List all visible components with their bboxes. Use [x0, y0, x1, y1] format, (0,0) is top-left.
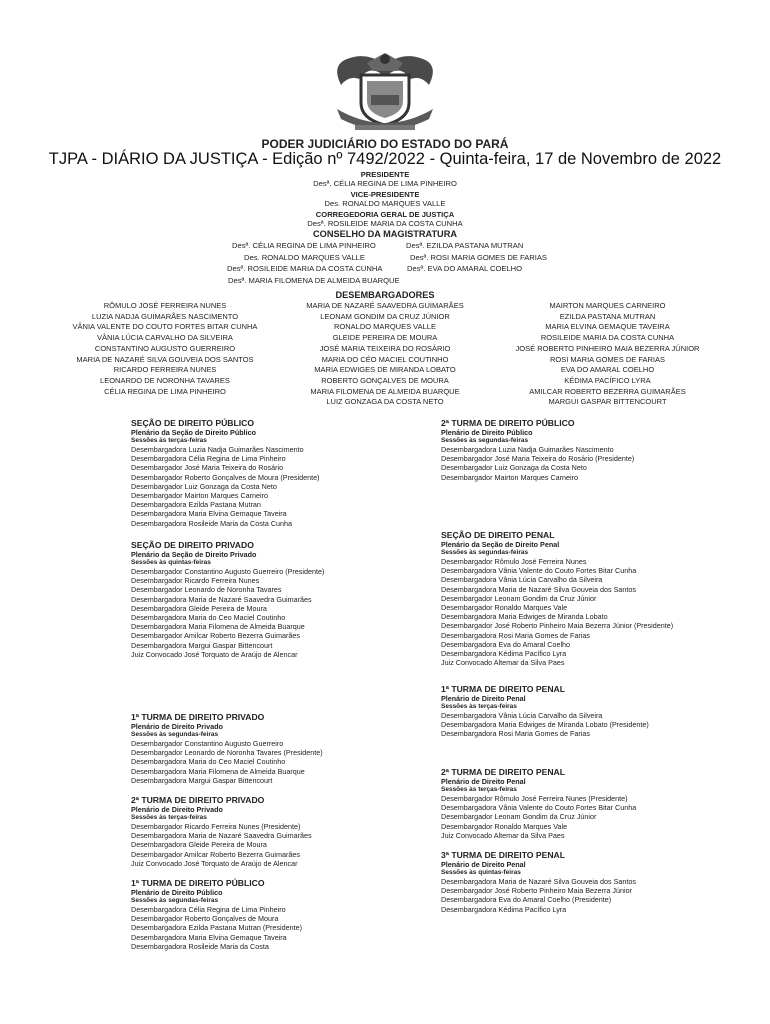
- desembargador-name: MARGUI GASPAR BITTENCOURT: [548, 397, 667, 407]
- member-name: Desembargadora Maria de Nazaré Silva Gouveia dos Santos: [441, 584, 636, 594]
- member-name: Desembargador Leonam Gondim da Cruz Júnior: [441, 593, 597, 603]
- member-name: Desembargador Ricardo Ferreira Nunes: [131, 576, 260, 586]
- desembargadores-title: DESEMBARGADORES: [335, 290, 435, 300]
- member-name: Desembargador Rômulo José Ferreira Nunes: [441, 557, 587, 566]
- member-name: Desembargador Ronaldo Marques Vale: [441, 603, 568, 613]
- member-name: Juiz Convocado Altemar da Silva Paes: [441, 830, 565, 840]
- plenary-label: Plenário de Direito Penal: [441, 777, 526, 786]
- plenary-label: Plenário de Direito Privado: [131, 805, 223, 814]
- member-name: Desembargadora Rosi Maria Gomes de Farias: [441, 729, 591, 739]
- court-section: [441, 684, 649, 739]
- member-name: Desembargadora Maria Edwiges de Miranda Lobato (Presidente): [441, 720, 649, 730]
- member-name: Desembargador Leonam Gondim da Cruz Júnior: [441, 812, 597, 822]
- desembargador-name: MARIA DO CÉO MACIEL COUTINHO: [321, 354, 449, 364]
- member-name: Desembargadora Ezilda Pastana Mutran: [131, 500, 261, 510]
- court-section: [441, 850, 636, 914]
- member-name: Desembargador Constantino Augusto Guerreiro: [131, 739, 284, 748]
- document-title: PODER JUDICIÁRIO DO ESTADO DO PARÁ: [261, 137, 509, 151]
- member-name: Desembargadora Maria de Nazaré Saavedra Guimarães: [131, 831, 312, 841]
- desembargador-name: MAIRTON MARQUES CARNEIRO: [549, 301, 666, 310]
- member-name: Desembargador Amilcar Roberto Bezerra Guimarães: [131, 631, 300, 641]
- desembargador-name: LEONARDO DE NORONHA TAVARES: [100, 375, 230, 385]
- desembargador-name: LUZIA NADJA GUIMARÃES NASCIMENTO: [91, 311, 239, 321]
- section-title: 1ª TURMA DE DIREITO PRIVADO: [131, 712, 265, 722]
- section-title: SEÇÃO DE DIREITO PENAL: [441, 530, 555, 540]
- council-member: Des. RONALDO MARQUES VALLE: [244, 253, 365, 262]
- court-section: [131, 418, 320, 528]
- plenary-label: Plenário de Direito Penal: [441, 860, 526, 869]
- council-member: Desª. EVA DO AMARAL COELHO: [407, 264, 523, 273]
- council-title: CONSELHO DA MAGISTRATURA: [313, 229, 457, 239]
- member-name: Desembargador Leonardo de Noronha Tavares (Presidente): [131, 748, 323, 758]
- section-title: 2ª TURMA DE DIREITO PÚBLICO: [441, 418, 575, 428]
- desembargador-name: VÂNIA VALENTE DO COUTO FORTES BITAR CUNHA: [72, 322, 258, 332]
- section-title: 1ª TURMA DE DIREITO PENAL: [441, 684, 565, 694]
- desembargadores-column-3: [495, 301, 720, 408]
- sessions-label: Sessões às quintas-feiras: [441, 869, 521, 876]
- court-section: [131, 878, 302, 951]
- sessions-label: Sessões às segundas-feiras: [441, 549, 529, 556]
- desembargador-name: CÉLIA REGINA DE LIMA PINHEIRO: [104, 386, 226, 396]
- corregedoria-label: CORREGEDORIA GERAL DE JUSTIÇA: [315, 210, 455, 219]
- desembargador-name: KÉDIMA PACÍFICO LYRA: [564, 375, 651, 385]
- sessions-label: Sessões às terças-feiras: [131, 814, 207, 821]
- member-name: Desembargadora Eva do Amaral Coelho (Presidente): [441, 895, 612, 905]
- corregedoria-name: Desª. ROSILEIDE MARIA DA COSTA CUNHA: [307, 219, 463, 228]
- desembargador-name: MARIA FILOMENA DE ALMEIDA BUARQUE: [310, 386, 460, 396]
- member-name: Desembargador Constantino Augusto Guerreiro (Presidente): [131, 567, 325, 576]
- member-name: Desembargador Luiz Gonzaga da Costa Neto: [131, 481, 277, 491]
- sessions-label: Sessões às quintas-feiras: [131, 559, 211, 566]
- council-member: Desª. ROSILEIDE MARIA DA COSTA CUNHA: [227, 264, 383, 273]
- member-name: Desembargadora Célia Regina de Lima Pinheiro: [131, 454, 286, 464]
- member-name: Desembargador Roberto Gonçalves de Moura: [131, 914, 279, 924]
- member-name: Desembargadora Gleide Pereira de Moura: [131, 603, 267, 613]
- desembargador-name: EVA DO AMARAL COELHO: [560, 365, 655, 375]
- member-name: Desembargador José Roberto Pinheiro Maia Bezerra Júnior: [441, 886, 632, 896]
- sessions-label: Sessões às terças-feiras: [131, 437, 207, 444]
- council-member: Desª. EZILDA PASTANA MUTRAN: [406, 241, 524, 250]
- member-name: Desembargador Rômulo José Ferreira Nunes (Presidente): [441, 794, 628, 803]
- president-name: Desª. CÉLIA REGINA DE LIMA PINHEIRO: [313, 179, 457, 188]
- sessions-label: Sessões às segundas-feiras: [441, 437, 529, 444]
- plenary-label: Plenário de Direito Penal: [441, 694, 526, 703]
- member-name: Desembargadora Maria Filomena de Almeida Buarque: [131, 766, 305, 776]
- sessions-label: Sessões às segundas-feiras: [131, 897, 219, 904]
- desembargador-name: RÔMULO JOSÉ FERREIRA NUNES: [103, 301, 227, 310]
- member-name: Desembargador Mairton Marques Carneiro: [441, 472, 579, 482]
- member-name: Desembargadora Maria Filomena de Almeida Buarque: [131, 622, 305, 632]
- member-name: Desembargador José Roberto Pinheiro Maia Bezerra Júnior (Presidente): [441, 621, 674, 631]
- desembargador-name: GLEIDE PEREIRA DE MOURA: [332, 333, 438, 343]
- desembargadores-column-1: [55, 301, 275, 397]
- desembargador-name: AMILCAR ROBERTO BEZERRA GUIMARÃES: [529, 386, 686, 396]
- court-section: [441, 418, 634, 482]
- desembargador-name: EZILDA PASTANA MUTRAN: [559, 311, 656, 321]
- desembargador-name: MARIA EDWIGES DE MIRANDA LOBATO: [314, 365, 456, 375]
- court-section: [441, 530, 673, 667]
- member-name: Desembargadora Vânia Lúcia Carvalho da Silveira: [441, 711, 603, 720]
- desembargador-name: ROBERTO GONÇALVES DE MOURA: [321, 375, 449, 385]
- section-title: 1ª TURMA DE DIREITO PÚBLICO: [131, 878, 265, 888]
- member-name: Juiz Convocado José Torquato de Araújo de Alencar: [131, 858, 298, 868]
- member-name: Desembargadora Luzia Nadja Guimarães Nascimento: [131, 445, 304, 454]
- desembargador-name: MARIA DE NAZARÉ SAAVEDRA GUIMARÃES: [306, 301, 464, 310]
- member-name: Desembargadora Rosileide Maria da Costa Cunha: [131, 518, 293, 528]
- member-name: Desembargadora Margui Gaspar Bittencourt: [131, 640, 273, 650]
- member-name: Desembargadora Maria Edwiges de Miranda Lobato: [441, 612, 608, 622]
- desembargador-name: ROSILEIDE MARIA DA COSTA CUNHA: [540, 333, 675, 343]
- desembargador-name: LUIZ GONZAGA DA COSTA NETO: [326, 397, 444, 407]
- member-name: Desembargadora Vânia Lúcia Carvalho da Silveira: [441, 575, 603, 585]
- plenary-label: Plenário da Seção de Direito Público: [131, 428, 257, 437]
- desembargador-name: JOSÉ MARIA TEIXEIRA DO ROSÁRIO: [319, 343, 451, 353]
- state-coat-of-arms-icon: [327, 45, 443, 135]
- court-section: [131, 795, 312, 868]
- member-name: Desembargadora Eva do Amaral Coelho: [441, 639, 571, 649]
- plenary-label: Plenário da Seção de Direito Privado: [131, 550, 257, 559]
- council-member: Desª. MARIA FILOMENA DE ALMEIDA BUARQUE: [228, 276, 400, 285]
- section-title: 3ª TURMA DE DIREITO PENAL: [441, 850, 565, 860]
- member-name: Desembargador José Maria Teixeira do Rosário (Presidente): [441, 454, 635, 464]
- member-name: Desembargadora Maria de Nazaré Silva Gouveia dos Santos: [441, 877, 636, 886]
- plenary-label: Plenário de Direito Privado: [131, 722, 223, 731]
- desembargador-name: VÂNIA LÚCIA CARVALHO DA SILVEIRA: [97, 333, 233, 343]
- vice-president-label: VICE-PRESIDENTE: [350, 190, 420, 199]
- section-title: SEÇÃO DE DIREITO PRIVADO: [131, 540, 254, 550]
- plenary-label: Plenário de Direito Público: [131, 888, 223, 897]
- member-name: Desembargador José Maria Teixeira do Rosário: [131, 463, 284, 473]
- edition-heading: TJPA - DIÁRIO DA JUSTIÇA - Edição nº 7492/2022 - Quinta-feira, 17 de Novembro de 2022: [48, 150, 722, 168]
- desembargadores-column-2: [275, 301, 495, 408]
- desembargador-name: JOSÉ ROBERTO PINHEIRO MAIA BEZERRA JÚNIOR: [515, 343, 700, 353]
- sessions-label: Sessões às terças-feiras: [441, 786, 517, 793]
- member-name: Desembargadora Rosi Maria Gomes de Farias: [441, 630, 591, 640]
- member-name: Desembargadora Ezilda Pastana Mutran (Presidente): [131, 923, 302, 933]
- desembargador-name: CONSTANTINO AUGUSTO GUERREIRO: [94, 343, 236, 353]
- vice-president-name: Des. RONALDO MARQUES VALLE: [324, 199, 446, 208]
- desembargador-name: RICARDO FERREIRA NUNES: [113, 365, 217, 375]
- member-name: Desembargadora Vânia Valente do Couto Fortes Bitar Cunha: [441, 803, 637, 813]
- president-label: PRESIDENTE: [360, 170, 410, 179]
- member-name: Desembargadora Maria Elvina Gemaque Taveira: [131, 509, 287, 519]
- member-name: Juiz Convocado José Torquato de Araújo de Alencar: [131, 649, 298, 659]
- member-name: Desembargadora Maria Elvina Gemaque Taveira: [131, 932, 287, 942]
- desembargador-name: MARIA ELVINA GEMAQUE TAVEIRA: [545, 322, 670, 332]
- member-name: Desembargadora Kédima Pacífico Lyra: [441, 649, 567, 659]
- plenary-label: Plenário da Seção de Direito Penal: [441, 540, 560, 549]
- member-name: Desembargadora Célia Regina de Lima Pinheiro: [131, 905, 286, 914]
- member-name: Juiz Convocado Altemar da Silva Paes: [441, 658, 565, 668]
- desembargador-name: LEONAM GONDIM DA CRUZ JÚNIOR: [320, 311, 450, 321]
- member-name: Desembargadora Maria do Ceo Maciel Coutinho: [131, 613, 286, 623]
- member-name: Desembargadora Gleide Pereira de Moura: [131, 840, 267, 850]
- court-section: [131, 540, 324, 659]
- desembargador-name: ROSI MARIA GOMES DE FARIAS: [549, 354, 666, 364]
- desembargador-name: RONALDO MARQUES VALLE: [334, 322, 436, 332]
- court-section: [131, 712, 323, 785]
- member-name: Desembargador Roberto Gonçalves de Moura (Presidente): [131, 472, 320, 482]
- sessions-label: Sessões às segundas-feiras: [131, 731, 219, 738]
- member-name: Desembargador Amilcar Roberto Bezerra Guimarães: [131, 849, 300, 859]
- member-name: Desembargador Ronaldo Marques Vale: [441, 821, 568, 831]
- member-name: Desembargadora Margui Gaspar Bittencourt: [131, 775, 273, 785]
- plenary-label: Plenário de Direito Público: [441, 428, 533, 437]
- section-title: SEÇÃO DE DIREITO PÚBLICO: [131, 418, 255, 428]
- desembargador-name: MARIA DE NAZARÉ SILVA GOUVEIA DOS SANTOS: [76, 354, 254, 364]
- court-section: [441, 767, 636, 840]
- member-name: Desembargador Ricardo Ferreira Nunes (Presidente): [131, 822, 301, 831]
- member-name: Desembargador Luiz Gonzaga da Costa Neto: [441, 463, 587, 473]
- member-name: Desembargadora Maria de Nazaré Saavedra Guimarães: [131, 594, 312, 604]
- council-member: Desª. CÉLIA REGINA DE LIMA PINHEIRO: [232, 241, 376, 250]
- council-member: Desª. ROSI MARIA GOMES DE FARIAS: [410, 253, 547, 262]
- member-name: Desembargadora Vânia Valente do Couto Fortes Bitar Cunha: [441, 566, 637, 576]
- section-title: 2ª TURMA DE DIREITO PRIVADO: [131, 795, 265, 805]
- member-name: Desembargadora Maria do Ceo Maciel Coutinho: [131, 757, 286, 767]
- member-name: Desembargadora Rosileide Maria da Costa: [131, 941, 269, 951]
- section-title: 2ª TURMA DE DIREITO PENAL: [441, 767, 565, 777]
- member-name: Desembargadora Kédima Pacífico Lyra: [441, 904, 567, 914]
- member-name: Desembargadora Luzia Nadja Guimarães Nascimento: [441, 445, 614, 454]
- member-name: Desembargador Mairton Marques Carneiro: [131, 491, 269, 501]
- sessions-label: Sessões às terças-feiras: [441, 703, 517, 710]
- member-name: Desembargador Leonardo de Noronha Tavares: [131, 585, 282, 595]
